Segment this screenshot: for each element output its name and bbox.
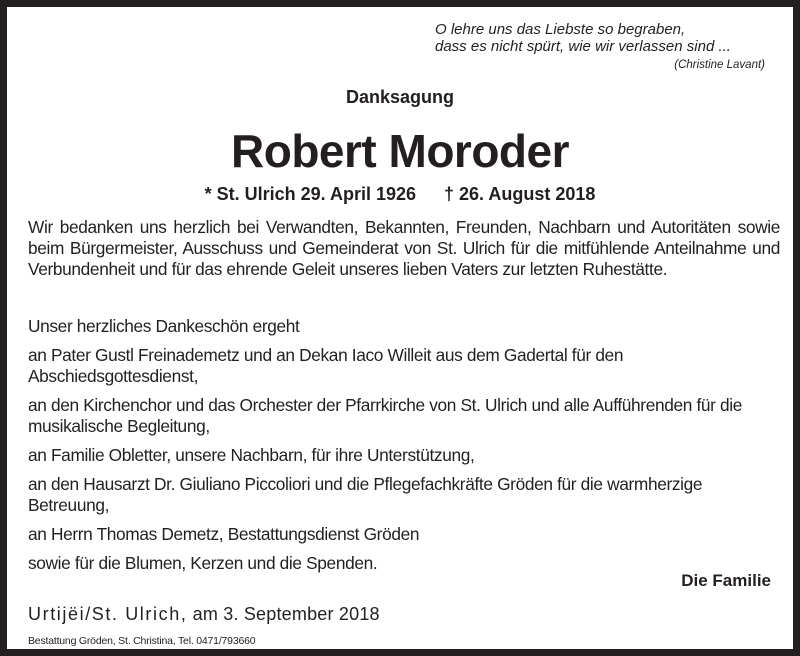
thanks-item: an den Kirchenchor und das Orchester der Pfarrkirche von St. Ulrich und alle Aufführenden für die musikalische Begleitung, xyxy=(28,395,743,436)
thanks-item: an Familie Obletter, unsere Nachbarn, für ihre Unterstützung, xyxy=(28,445,475,465)
thanks-item: an den Hausarzt Dr. Giuliano Piccoliori und die Pflegefachkräfte Gröden für die warmherzige Betreuung, xyxy=(28,474,703,515)
signature: Die Familie xyxy=(681,571,771,590)
quote-line-2: dass es nicht spürt, wie wir verlassen sind ... xyxy=(435,38,731,55)
intro-paragraph: Wir bedanken uns herzlich bei Verwandten, Bekannten, Freunden, Nachbarn und Autoritäten sowie beim Bürgermeister, Ausschuss und Gemeinderat von St. Ulrich für die mitfühlende Anteilnahme und Verbundenheit und für das ehrende Geleit unseres lieben Vaters zur letzten Ruhestätte. xyxy=(28,217,780,279)
life-dates xyxy=(7,184,793,205)
thanks-list xyxy=(28,316,780,582)
quote-line-1: O lehre uns das Liebste so begraben, xyxy=(435,21,686,38)
place: Urtijëi/St. Ulrich, xyxy=(28,604,188,624)
birth-date: * St. Ulrich 29. April 1926 xyxy=(204,184,416,204)
deceased-name: Robert Moroder xyxy=(231,125,569,177)
place-and-date xyxy=(28,604,380,625)
obituary-notice xyxy=(7,7,793,649)
funeral-service-footer: Bestattung Gröden, St. Christina, Tel. 0471/793660 xyxy=(28,635,256,647)
thanks-item: sowie für die Blumen, Kerzen und die Spenden. xyxy=(28,553,378,573)
date: am 3. September 2018 xyxy=(192,604,380,624)
epigraph-quote xyxy=(435,21,765,74)
quote-author: (Christine Lavant) xyxy=(674,59,765,71)
thanks-lead: Unser herzliches Dankeschön ergeht xyxy=(28,316,300,336)
thanks-item: an Herrn Thomas Demetz, Bestattungsdienst Gröden xyxy=(28,524,420,544)
thanks-item: an Pater Gustl Freinademetz und an Dekan Iaco Willeit aus dem Gadertal für den Abschiedsgottesdienst, xyxy=(28,345,624,386)
death-date: † 26. August 2018 xyxy=(444,184,596,204)
notice-title: Danksagung xyxy=(345,87,455,107)
